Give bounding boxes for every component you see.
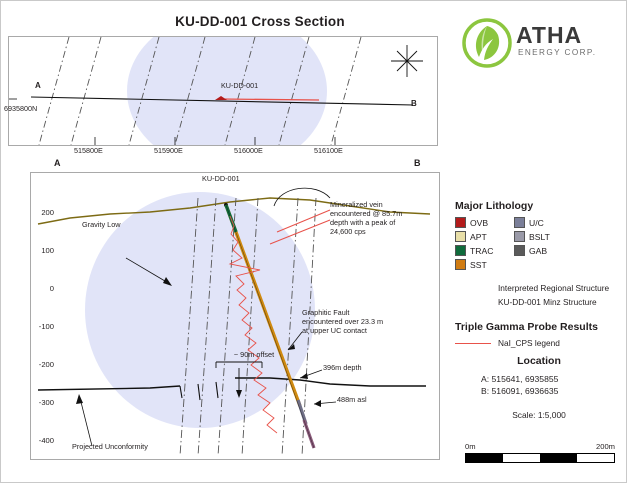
y-tick: 0 (49, 284, 54, 293)
unconformity-arrow (76, 394, 83, 404)
plan-x-tick: 515900E (154, 146, 183, 155)
section-hole-label: KU-DD-001 (202, 174, 240, 183)
probe-legend-title: Triple Gamma Probe Results (455, 321, 598, 333)
y-tick: -200 (38, 360, 54, 369)
scalebar-min: 0m (465, 442, 476, 451)
lith-swatch-apt (455, 231, 466, 242)
lith-label-bslt: BSLT (529, 231, 550, 242)
scalebar-segment (540, 454, 577, 462)
location-title: Location (517, 355, 561, 367)
plan-inset (8, 36, 438, 146)
depth-arrow (300, 373, 308, 379)
lith-label-sst: SST (470, 259, 487, 270)
annotation-offset: ~ 90m offset (233, 350, 275, 359)
legend-panel (455, 200, 623, 348)
y-tick: -400 (38, 436, 54, 445)
nai-cps-line-icon (455, 343, 491, 344)
plan-northing-label: 6935800N (4, 104, 38, 113)
plan-label-b: B (411, 99, 417, 108)
page-title: KU-DD-001 Cross Section (175, 14, 345, 29)
lith-label-uc: U/C (529, 217, 544, 228)
plan-label-a: A (35, 81, 41, 90)
probe-legend-label: NaI_CPS legend (498, 338, 560, 348)
y-tick: -300 (38, 398, 54, 407)
section-label-a: A (54, 158, 61, 168)
annotation-488m-asl: 488m asl (337, 395, 367, 404)
scale-label: Scale: 1:5,000 (512, 409, 566, 420)
annotation-gravity-low: Gravity Low (82, 220, 121, 229)
vein-callout-arc (274, 188, 330, 206)
structure-label-regional: Interpreted Regional Structure (498, 283, 610, 293)
section-label-b: B (414, 158, 421, 168)
cross-section (30, 160, 440, 460)
scalebar-segment (577, 454, 614, 462)
lith-swatch-bslt (514, 231, 525, 242)
lith-swatch-gab (514, 245, 525, 256)
annotation-projected-unconformity: Projected Unconformity (72, 442, 148, 451)
lithology-legend (455, 217, 623, 270)
lith-label-trac: TRAC (470, 245, 494, 256)
asl-arrow (314, 400, 321, 407)
y-tick: 100 (41, 246, 54, 255)
vein-pointer-1 (277, 210, 330, 232)
unconformity-pointer (80, 398, 92, 446)
lith-label-gab: GAB (529, 245, 548, 256)
lith-swatch-ovb (455, 217, 466, 228)
annotation-mineralized-vein: Mineralized vein encountered @ 85.7m depth with a peak of 24,600 cps (330, 200, 403, 237)
y-tick: 200 (41, 208, 54, 217)
lith-swatch-trac (455, 245, 466, 256)
scalebar-bar (465, 453, 615, 463)
annotation-396m-depth: 396m depth (323, 363, 362, 372)
structure-legend-row (455, 297, 623, 307)
probe-legend-row (455, 338, 623, 348)
y-tick: -100 (38, 322, 54, 331)
lith-swatch-uc (514, 217, 525, 228)
structure-legend (455, 283, 623, 307)
scalebar-max: 200m (596, 442, 615, 451)
location-point-a: A: 515641, 6935855 (481, 374, 559, 384)
location-panel (455, 355, 623, 420)
lith-label-ovb: OVB (470, 217, 489, 228)
lith-label-apt: APT (470, 231, 487, 242)
structure-label-minz: KU-DD-001 Minz Structure (498, 297, 597, 307)
plan-hole-label: KU-DD-001 (221, 81, 259, 90)
atha-logo (462, 18, 617, 70)
lith-swatch-sst (455, 259, 466, 270)
scalebar-segment (503, 454, 540, 462)
location-point-b: B: 516091, 6936635 (481, 386, 559, 397)
atha-leaf-icon (462, 18, 512, 68)
plan-x-tick: 516100E (314, 146, 343, 155)
logo-subtitle: ENERGY CORP. (518, 48, 597, 57)
plan-x-tick: 516000E (234, 146, 263, 155)
logo-wordmark: ATHA (516, 22, 583, 48)
scalebar-segment (466, 454, 503, 462)
scale-bar (465, 442, 615, 463)
legend-lithology-title: Major Lithology (455, 200, 534, 212)
plan-x-tick: 515800E (74, 146, 103, 155)
structure-legend-row (455, 283, 623, 293)
annotation-graphitic-fault: Graphitic Fault encountered over 23.3 m at upper UC contact (302, 308, 384, 336)
plan-inset-map (9, 37, 437, 145)
